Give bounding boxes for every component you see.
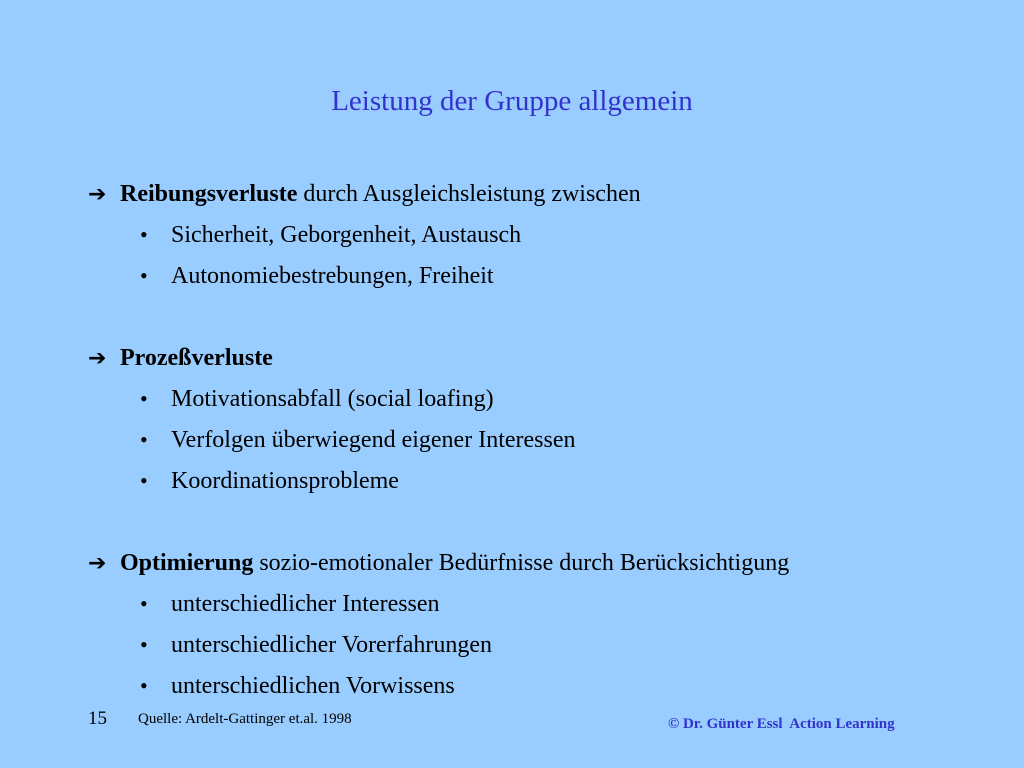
bullet-icon: • xyxy=(140,222,148,247)
list-item xyxy=(88,630,988,660)
bullet-icon: • xyxy=(140,468,148,493)
bullet-icon: • xyxy=(140,263,148,288)
list-item-text: Autonomiebestrebungen, Freiheit xyxy=(171,263,494,289)
section-heading-bold: Optimierung xyxy=(120,550,254,576)
list-item xyxy=(88,589,988,619)
section-heading-bold: Reibungsverluste xyxy=(120,181,298,207)
bullet-list xyxy=(88,589,988,701)
bullet-icon: • xyxy=(140,632,148,657)
slide-title: Leistung der Gruppe allgemein xyxy=(331,85,693,117)
list-item-text: unterschiedlichen Vorwissens xyxy=(171,673,455,699)
bullet-list xyxy=(88,384,988,496)
list-item xyxy=(88,671,988,701)
list-item xyxy=(88,425,988,455)
page-number: 15 xyxy=(88,708,107,729)
section-heading-text: sozio-emotionaler Bedürfnisse durch Berücksichtigung xyxy=(253,550,790,576)
section-optimierung xyxy=(88,548,988,701)
arrow-right-icon: ➔ xyxy=(88,182,107,207)
bullet-icon: • xyxy=(140,673,148,698)
list-item-text: unterschiedlicher Interessen xyxy=(171,591,440,617)
section-reibungsverluste xyxy=(88,179,988,291)
bullet-icon: • xyxy=(140,591,148,616)
section-heading xyxy=(88,343,988,373)
list-item xyxy=(88,261,988,291)
section-heading xyxy=(88,548,988,578)
list-item-text: Koordinationsprobleme xyxy=(171,468,399,494)
bullet-list xyxy=(88,220,988,291)
bullet-icon: • xyxy=(140,427,148,452)
list-item-text: Verfolgen überwiegend eigener Interessen xyxy=(171,427,576,453)
list-item xyxy=(88,466,988,496)
bullet-icon: • xyxy=(140,386,148,411)
arrow-right-icon: ➔ xyxy=(88,346,107,371)
copyright-note: © Dr. Günter Essl Action Learning xyxy=(668,716,895,732)
arrow-right-icon: ➔ xyxy=(88,551,107,576)
section-heading-text: durch Ausgleichsleistung zwischen xyxy=(297,181,641,207)
section-prozessverluste xyxy=(88,343,988,496)
list-item-text: Sicherheit, Geborgenheit, Austausch xyxy=(171,222,522,248)
section-heading-bold: Prozeßverluste xyxy=(120,345,273,371)
list-item xyxy=(88,220,988,250)
section-heading xyxy=(88,179,988,209)
list-item-text: unterschiedlicher Vorerfahrungen xyxy=(171,632,492,658)
source-note: Quelle: Ardelt-Gattinger et.al. 1998 xyxy=(138,711,352,727)
list-item-text: Motivationsabfall (social loafing) xyxy=(171,386,494,412)
list-item xyxy=(88,384,988,414)
